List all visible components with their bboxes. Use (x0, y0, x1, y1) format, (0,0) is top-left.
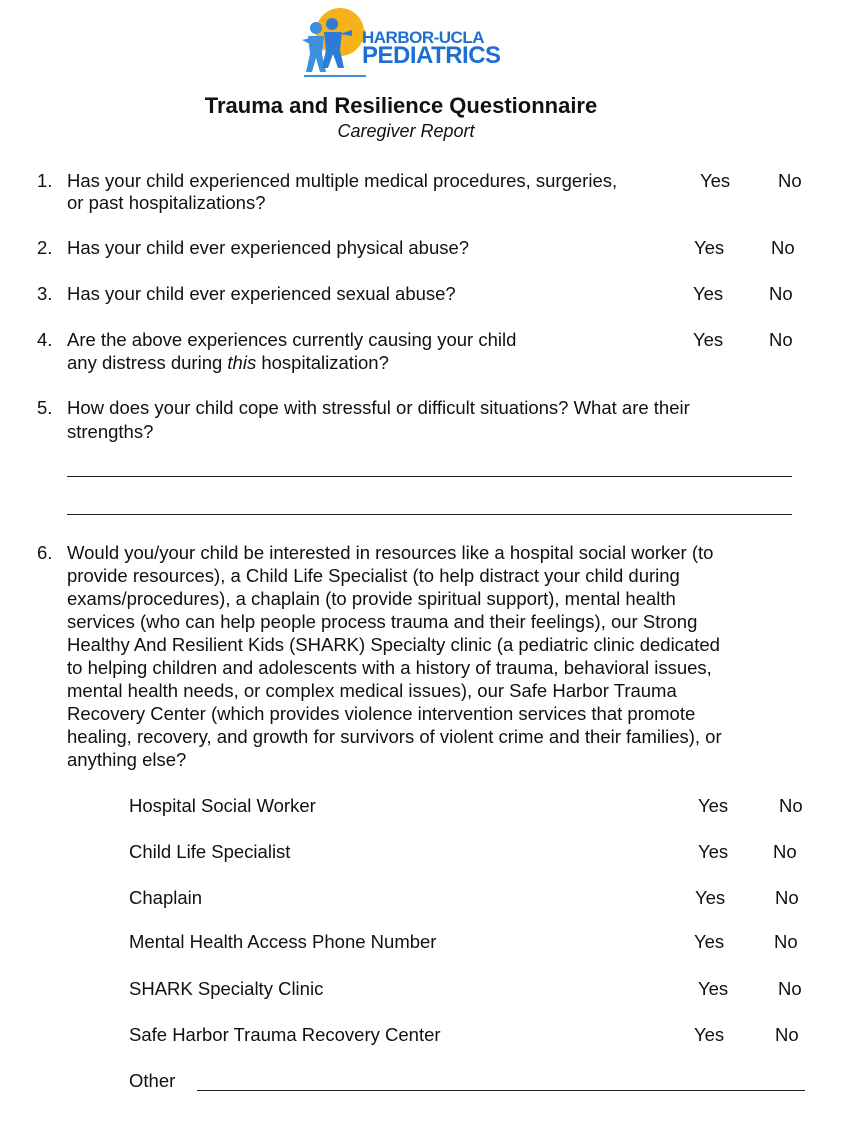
harbor-ucla-pediatrics-logo (300, 2, 515, 78)
question-5-answer-line-2[interactable] (67, 514, 792, 515)
page-title: Trauma and Resilience Questionnaire (204, 93, 598, 118)
question-6-line-7: mental health needs, or complex medical issues), our Safe Harbor Trauma (67, 680, 677, 701)
question-3-number: 3. (37, 283, 53, 304)
question-3-line-1: Has your child ever experienced sexual abuse? (67, 283, 456, 304)
question-2-no-option[interactable]: No (771, 237, 795, 258)
logo-line-1: HARBOR-UCLA (362, 28, 484, 47)
question-4-line-2 (67, 351, 389, 374)
question-6-line-9: healing, recovery, and growth for survivors of violent crime and their families), or (67, 726, 722, 747)
resource-shark-clinic-yes[interactable]: Yes (698, 978, 729, 999)
resource-hospital-social-worker-no[interactable]: No (779, 795, 803, 816)
question-1-line-2: or past hospitalizations? (67, 192, 266, 213)
sun-children-icon (300, 2, 370, 78)
question-4-number: 4. (37, 329, 53, 350)
other-answer-line[interactable] (197, 1090, 805, 1091)
resource-mental-health-phone-no[interactable]: No (774, 931, 798, 952)
resource-safe-harbor-yes[interactable]: Yes (694, 1024, 725, 1045)
question-4-line-1: Are the above experiences currently causing your child (67, 329, 517, 350)
resource-mental-health-phone-yes[interactable]: Yes (694, 931, 725, 952)
question-6-number: 6. (37, 542, 53, 563)
question-5-line-2: strengths? (67, 421, 154, 442)
resource-hospital-social-worker-yes[interactable]: Yes (698, 795, 729, 816)
resource-child-life-specialist-yes[interactable]: Yes (698, 841, 729, 862)
question-1-line-1: Has your child experienced multiple medical procedures, surgeries, (67, 170, 618, 191)
question-2-yes-option[interactable]: Yes (694, 237, 725, 258)
resource-chaplain-label: Chaplain (129, 887, 203, 908)
question-1-no-option[interactable]: No (778, 170, 802, 191)
resource-shark-clinic-no[interactable]: No (778, 978, 802, 999)
logo-line-2: PEDIATRICS (362, 42, 501, 69)
question-5-number: 5. (37, 397, 53, 418)
resource-shark-clinic-label: SHARK Specialty Clinic (129, 978, 324, 999)
resource-chaplain-no[interactable]: No (775, 887, 799, 908)
question-6-line-1: Would you/your child be interested in resources like a hospital social worker (to (67, 542, 714, 563)
resource-chaplain-yes[interactable]: Yes (695, 887, 726, 908)
question-1-number: 1. (37, 170, 53, 191)
question-1-yes-option[interactable]: Yes (700, 170, 731, 191)
question-6-line-8: Recovery Center (which provides violence intervention services that promote (67, 703, 696, 724)
resource-mental-health-phone-label: Mental Health Access Phone Number (129, 931, 437, 952)
other-label: Other (129, 1070, 176, 1091)
question-4-yes-option[interactable]: Yes (693, 329, 724, 350)
question-5-line-1: How does your child cope with stressful or difficult situations? What are their (67, 397, 690, 418)
question-3-no-option[interactable]: No (769, 283, 793, 304)
question-6-line-6: to helping children and adolescents with a history of trauma, behavioral issues, (67, 657, 712, 678)
question-4-line-2-pre: any distress during (67, 352, 228, 373)
resource-hospital-social-worker-label: Hospital Social Worker (129, 795, 316, 816)
question-4-line-2-post: hospitalization? (256, 352, 389, 373)
question-2-number: 2. (37, 237, 53, 258)
question-5-answer-line-1[interactable] (67, 476, 792, 477)
resource-child-life-specialist-no[interactable]: No (773, 841, 797, 862)
question-3-yes-option[interactable]: Yes (693, 283, 724, 304)
question-6-line-4: services (who can help people process trauma and their feelings), our Strong (67, 611, 698, 632)
resource-safe-harbor-no[interactable]: No (775, 1024, 799, 1045)
question-6-line-2: provide resources), a Child Life Specialist (to help distract your child during (67, 565, 680, 586)
question-6-line-10: anything else? (67, 749, 187, 770)
question-2-line-1: Has your child ever experienced physical abuse? (67, 237, 470, 258)
resource-child-life-specialist-label: Child Life Specialist (129, 841, 291, 862)
question-4-line-2-emphasis: this (227, 352, 257, 373)
resource-safe-harbor-label: Safe Harbor Trauma Recovery Center (129, 1024, 441, 1045)
question-6-line-3: exams/procedures), a chaplain (to provide spiritual support), mental health (67, 588, 676, 609)
question-6-line-5: Healthy And Resilient Kids (SHARK) Specialty clinic (a pediatric clinic dedicated (67, 634, 720, 655)
question-4-no-option[interactable]: No (769, 329, 793, 350)
page-subtitle: Caregiver Report (337, 121, 475, 141)
